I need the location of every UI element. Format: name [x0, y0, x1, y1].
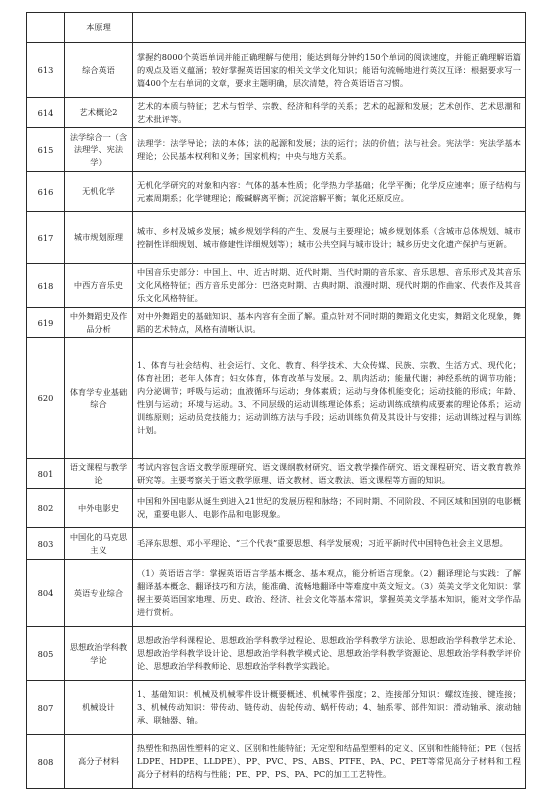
- subject-name: 中国化的马克思主义: [65, 528, 133, 560]
- subject-description: 中国和外国电影从诞生到进入21世纪的发展历程和脉络；不同时期、不同阶段、不同区域和国别的电影概况，重要电影人、电影作品和电影现象。: [133, 489, 526, 528]
- subject-description: 无机化学研究的对象和内容：气体的基本性质；化学热力学基础；化学平衡；化学反应速率；原子结构与元素周期系；化学键理论；酸碱解离平衡；沉淀溶解平衡；氧化还原反应。: [133, 172, 526, 212]
- subject-description: 毛泽东思想、邓小平理论、“三个代表”重要思想、科学发展观；习近平新时代中国特色社会主义思想。: [133, 528, 526, 560]
- subject-code: 617: [27, 212, 65, 264]
- subject-code: 613: [27, 43, 65, 98]
- subject-description: 艺术的本质与特征；艺术与哲学、宗教、经济和科学的关系；艺术的起源和发展；艺术创作、艺术思潮和艺术批评等。: [133, 98, 526, 128]
- subject-name: 语文课程与教学论: [65, 459, 133, 489]
- subject-code: 620: [27, 338, 65, 459]
- subject-description: 城市、乡村及城乡发展；城乡规划学科的产生、发展与主要理论；城乡规划体系（含城市总体规划、城市控制性详细规划、城市修建性详细规划等）；城市公共空间与城市设计；城乡历史文化遗产保护与更新。: [133, 212, 526, 264]
- subject-name: 本原理: [65, 13, 133, 43]
- table-row: [27, 308, 526, 338]
- table-row: [27, 681, 526, 735]
- subject-code: 615: [27, 128, 65, 172]
- table-row: [27, 735, 526, 789]
- subject-description: 对中外舞蹈史的基础知识、基本内容有全面了解。重点针对不同时期的舞蹈文化史实，舞蹈文化现象，舞蹈的艺术特点，风格有清晰认识。: [133, 308, 526, 338]
- subject-code: 803: [27, 528, 65, 560]
- subject-code: 808: [27, 735, 65, 789]
- subject-description: 掌握约8000个英语单词并能正确理解与使用；能达到每分钟约150个单词的阅读速度，并能正确理解语篇的观点及语义蕴涵；较好掌握英语国家的相关文学文化知识；能语句流畅地进行英汉互译：根据要求写一篇400个左右单词的文章，要求主题明确，层次清楚，符合英语语言习惯。: [133, 43, 526, 98]
- subject-code: 618: [27, 264, 65, 308]
- table-row: [27, 128, 526, 172]
- subject-description: （1）英语语言学：掌握英语语言学基本概念、基本观点，能分析语言现象。（2）翻译理论与实践：了解翻译基本概念、翻译技巧和方法，能准确、流畅地翻译中等难度中英文短文。（3）英美文学文化知识：掌握主要英语国家地理、历史、政治、经济、社会文化等基本常识，掌握英美文学基本知识，能对文学作品进行赏析。: [133, 560, 526, 627]
- subject-name: 思想政治学科教学论: [65, 627, 133, 681]
- subject-code: [27, 13, 65, 43]
- subject-description: [133, 13, 526, 43]
- subject-name: 中西方音乐史: [65, 264, 133, 308]
- subject-name: 艺术概论2: [65, 98, 133, 128]
- subject-name: 法学综合一（含法理学、宪法学）: [65, 128, 133, 172]
- subject-name: 中外舞蹈史及作品分析: [65, 308, 133, 338]
- subject-description: 1、基础知识：机械及机械零件设计概要概述、机械零件强度；2、连接部分知识：螺纹连接、键连接；3、机械传动知识：带传动、链传动、齿轮传动、蜗杆传动；4、轴系零、部件知识：滑动轴承、滚动轴承、联轴器、轴。: [133, 681, 526, 735]
- subject-description: 法理学：法学导论；法的本体；法的起源和发展；法的运行；法的价值；法与社会。宪法学：宪法学基本理论；公民基本权利和义务；国家机构；中央与地方关系。: [133, 128, 526, 172]
- subject-description: 热塑性和热固性塑料的定义、区别和性能特征；无定型和结晶型塑料的定义、区别和性能特征；PE（包括LDPE、HDPE、LLDPE）、PP、PVC、PS、ABS、PTFE、PA、PC、PET等常见高分子材料和工程高分子材料的结构与性能；PE、PP、PS、PA、PC的加工工艺特性。: [133, 735, 526, 789]
- table-row: [27, 338, 526, 459]
- subject-name: 英语专业综合: [65, 560, 133, 627]
- table-row: [27, 459, 526, 489]
- table-row: [27, 98, 526, 128]
- syllabus-table: [26, 12, 526, 789]
- table-row: [27, 13, 526, 43]
- subject-code: 802: [27, 489, 65, 528]
- subject-name: 城市规划原理: [65, 212, 133, 264]
- subject-name: 高分子材料: [65, 735, 133, 789]
- table-row: [27, 627, 526, 681]
- subject-code: 805: [27, 627, 65, 681]
- syllabus-rows: [27, 13, 526, 789]
- subject-name: 机械设计: [65, 681, 133, 735]
- subject-name: 体育学专业基础综合: [65, 338, 133, 459]
- table-row: [27, 212, 526, 264]
- table-row: [27, 43, 526, 98]
- subject-name: 中外电影史: [65, 489, 133, 528]
- subject-description: 思想政治学科课程论、思想政治学科教学过程论、思想政治学科教学方法论、思想政治学科教学艺术论、思想政治学科教学设计论、思想政治学科教学模式论、思想政治学科教学资源论、思想政治学科教学评价论、思想政治学科教师论、思想政治学科教学实践论。: [133, 627, 526, 681]
- subject-description: 考试内容包含语文教学原理研究、语文课纲教材研究、语文教学操作研究、语文课程研究、语文教育教养研究等。主要考察关于语文教学原理、语文教材、语文教法、语文课程等方面的知识。: [133, 459, 526, 489]
- subject-name: 无机化学: [65, 172, 133, 212]
- table-row: [27, 528, 526, 560]
- subject-code: 804: [27, 560, 65, 627]
- subject-code: 801: [27, 459, 65, 489]
- subject-code: 616: [27, 172, 65, 212]
- table-row: [27, 560, 526, 627]
- table-row: [27, 264, 526, 308]
- subject-description: 1、体育与社会结构、社会运行、文化、教育、科学技术、大众传媒、民族、宗教、生活方式、现代化；体育社团；老年人体育；妇女体育，体育改革与发展。2、肌肉活动；能量代谢；神经系统的调节功能；内分泌调节；呼吸与运动；血液循环与运动；身体素质；运动与身体机能变化；运动技能的形成；年龄、性别与运动；环境与运动。3、不同层级的运动训练理论体系；运动训练成绩构成要素的理论体系；运动训练原则；运动员竞技能力；运动训练方法与手段；运动训练负荷及其设计与安排；运动训练过程与训练计划。: [133, 338, 526, 459]
- subject-name: 综合英语: [65, 43, 133, 98]
- subject-code: 619: [27, 308, 65, 338]
- subject-code: 807: [27, 681, 65, 735]
- table-row: [27, 489, 526, 528]
- subject-code: 614: [27, 98, 65, 128]
- subject-description: 中国音乐史部分：中国上、中、近古时期、近代时期、当代时期的音乐家、音乐思想、音乐形式及其音乐文化风格特征；西方音乐史部分：巴洛克时期、古典时期、浪漫时期、现代时期的作曲家、代表作及其音乐文化风格特征。: [133, 264, 526, 308]
- table-row: [27, 172, 526, 212]
